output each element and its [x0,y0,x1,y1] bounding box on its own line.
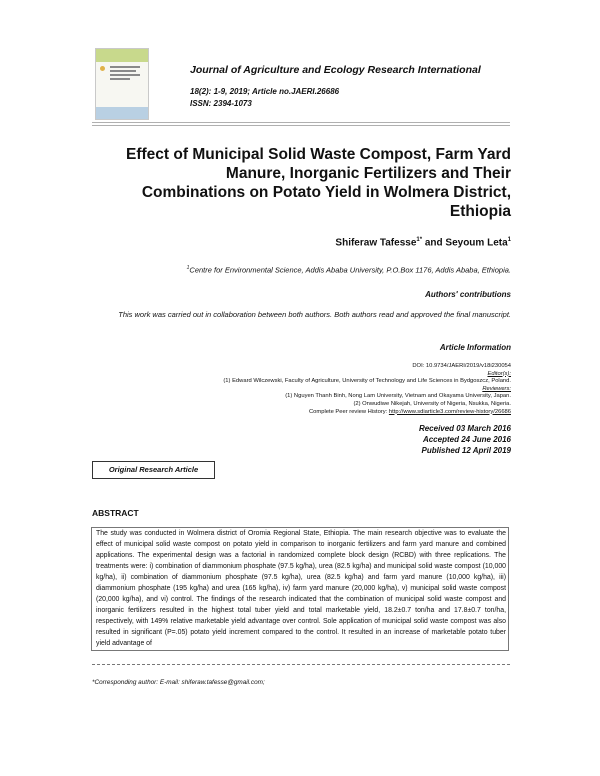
journal-cover-thumbnail [95,48,149,120]
author-connector: and [422,237,446,249]
title-line: Ethiopia [449,203,511,220]
issn: ISSN: 2394-1073 [190,99,252,108]
article-type-badge: Original Research Article [92,461,215,479]
corresponding-author-footnote: *Corresponding author: E-mail: shiferaw.tafesse@gmail.com; [92,679,265,686]
reviewer-2: (2) Onwudiwe Nikejah, University of Nigeria, Nsukka, Nigeria. [353,400,511,407]
article-info-heading: Article Information [439,343,511,352]
abstract-box [91,527,509,651]
editor-1: (1) Edward Wilczewski, Faculty of Agriculture, University of Technology and Life Sciences in Bydgoszcz, Poland. [223,378,511,385]
article-dates [419,423,511,456]
author-2-mark: 1 [507,237,511,243]
article-info [81,363,511,416]
header-rule-2 [92,125,510,126]
contributions-heading: Authors' contributions [425,290,511,299]
author-line [335,237,511,248]
footnote-divider [92,664,510,665]
affiliation-mark: 1 [186,265,190,271]
author-2: Seyoum Leta [445,237,508,249]
review-history-link[interactable]: http://www.sdiarticle3.com/review-history/26686 [388,408,511,415]
affiliation [187,265,511,275]
reviewers-label: Reviewers: [482,385,511,392]
journal-name: Journal of Agriculture and Ecology Research International [190,64,481,76]
doi: DOI: 10.9734/JAERI/2019/v18i230054 [412,363,511,369]
title-line: Manure, Inorganic Fertilizers and Their [225,165,511,182]
header-rule [92,122,510,123]
volume-info: 18(2): 1-9, 2019; Article no.JAERI.26686 [190,87,340,96]
review-history-label: Complete Peer review History: [308,408,389,415]
contributions-text: This work was carried out in collaboration between both authors. Both authors read and approved the final manuscript. [118,310,511,319]
author-1-mark: 1* [416,237,423,243]
date-accepted: Accepted 24 June 2016 [422,435,511,444]
paper-title [92,145,511,221]
title-line: Effect of Municipal Solid Waste Compost, Farm Yard [126,146,511,163]
title-line: Combinations on Potato Yield in Wolmera District, [141,184,511,201]
date-received: Received 03 March 2016 [418,424,511,433]
date-published: Published 12 April 2019 [421,446,511,455]
editors-label: Editor(s): [487,370,511,377]
abstract-heading: ABSTRACT [92,508,139,518]
affiliation-text: Centre for Environmental Science, Addis Ababa University, P.O.Box 1176, Addis Ababa, Ethiopia. [189,265,511,275]
author-1: Shiferaw Tafesse [335,237,417,249]
abstract-text: The study was conducted in Wolmera district of Oromia Regional State, Ethiopia. The main research objective was to evaluate the effect of municipal solid waste compost on potato yield in comparison to inorganic fertilizers and farm yard manure and combined applications. The experimental design was a factorial in randomized complete block design (RCBD) with three replications. The treatments were: i) combination of diammonium phosphate (97.5 kg/ha), urea (82.5 kg/ha) and municipal solid waste compost (10,000 kg/ha), ii) combination of diammonium phosphate (97.5 kg/ha), urea (82.5 kg/ha) and farm yard manure (10,000 kg/ha), iii) diammonium phosphate (195 kg/ha) and urea (165 kg/ha), iv) farm yard manure (20,000 kg/ha), v) municipal solid waste compost (20,000 kg/ha), and vi) control. The findings of the research indicated that the combination of municipal solid waste compost and inorganic fertilizers resulted in the highest total tuber yield and total marketable yield, 18.2±0.7 ton/ha and 17.8±0.7 ton/ha, respectively, with 149% relative marketable yield advantage over control. Sole application of municipal solid waste compost was also resulted in significant (P=.05) potato yield increment compared to the control. It resulted in an increase of marketable potato tuber yield advantage of [96,530,506,647]
review-history [81,409,511,417]
reviewer-1: (1) Nguyen Thanh Binh, Nong Lam University, Vietnam and Okayama University, Japan. [285,393,511,400]
